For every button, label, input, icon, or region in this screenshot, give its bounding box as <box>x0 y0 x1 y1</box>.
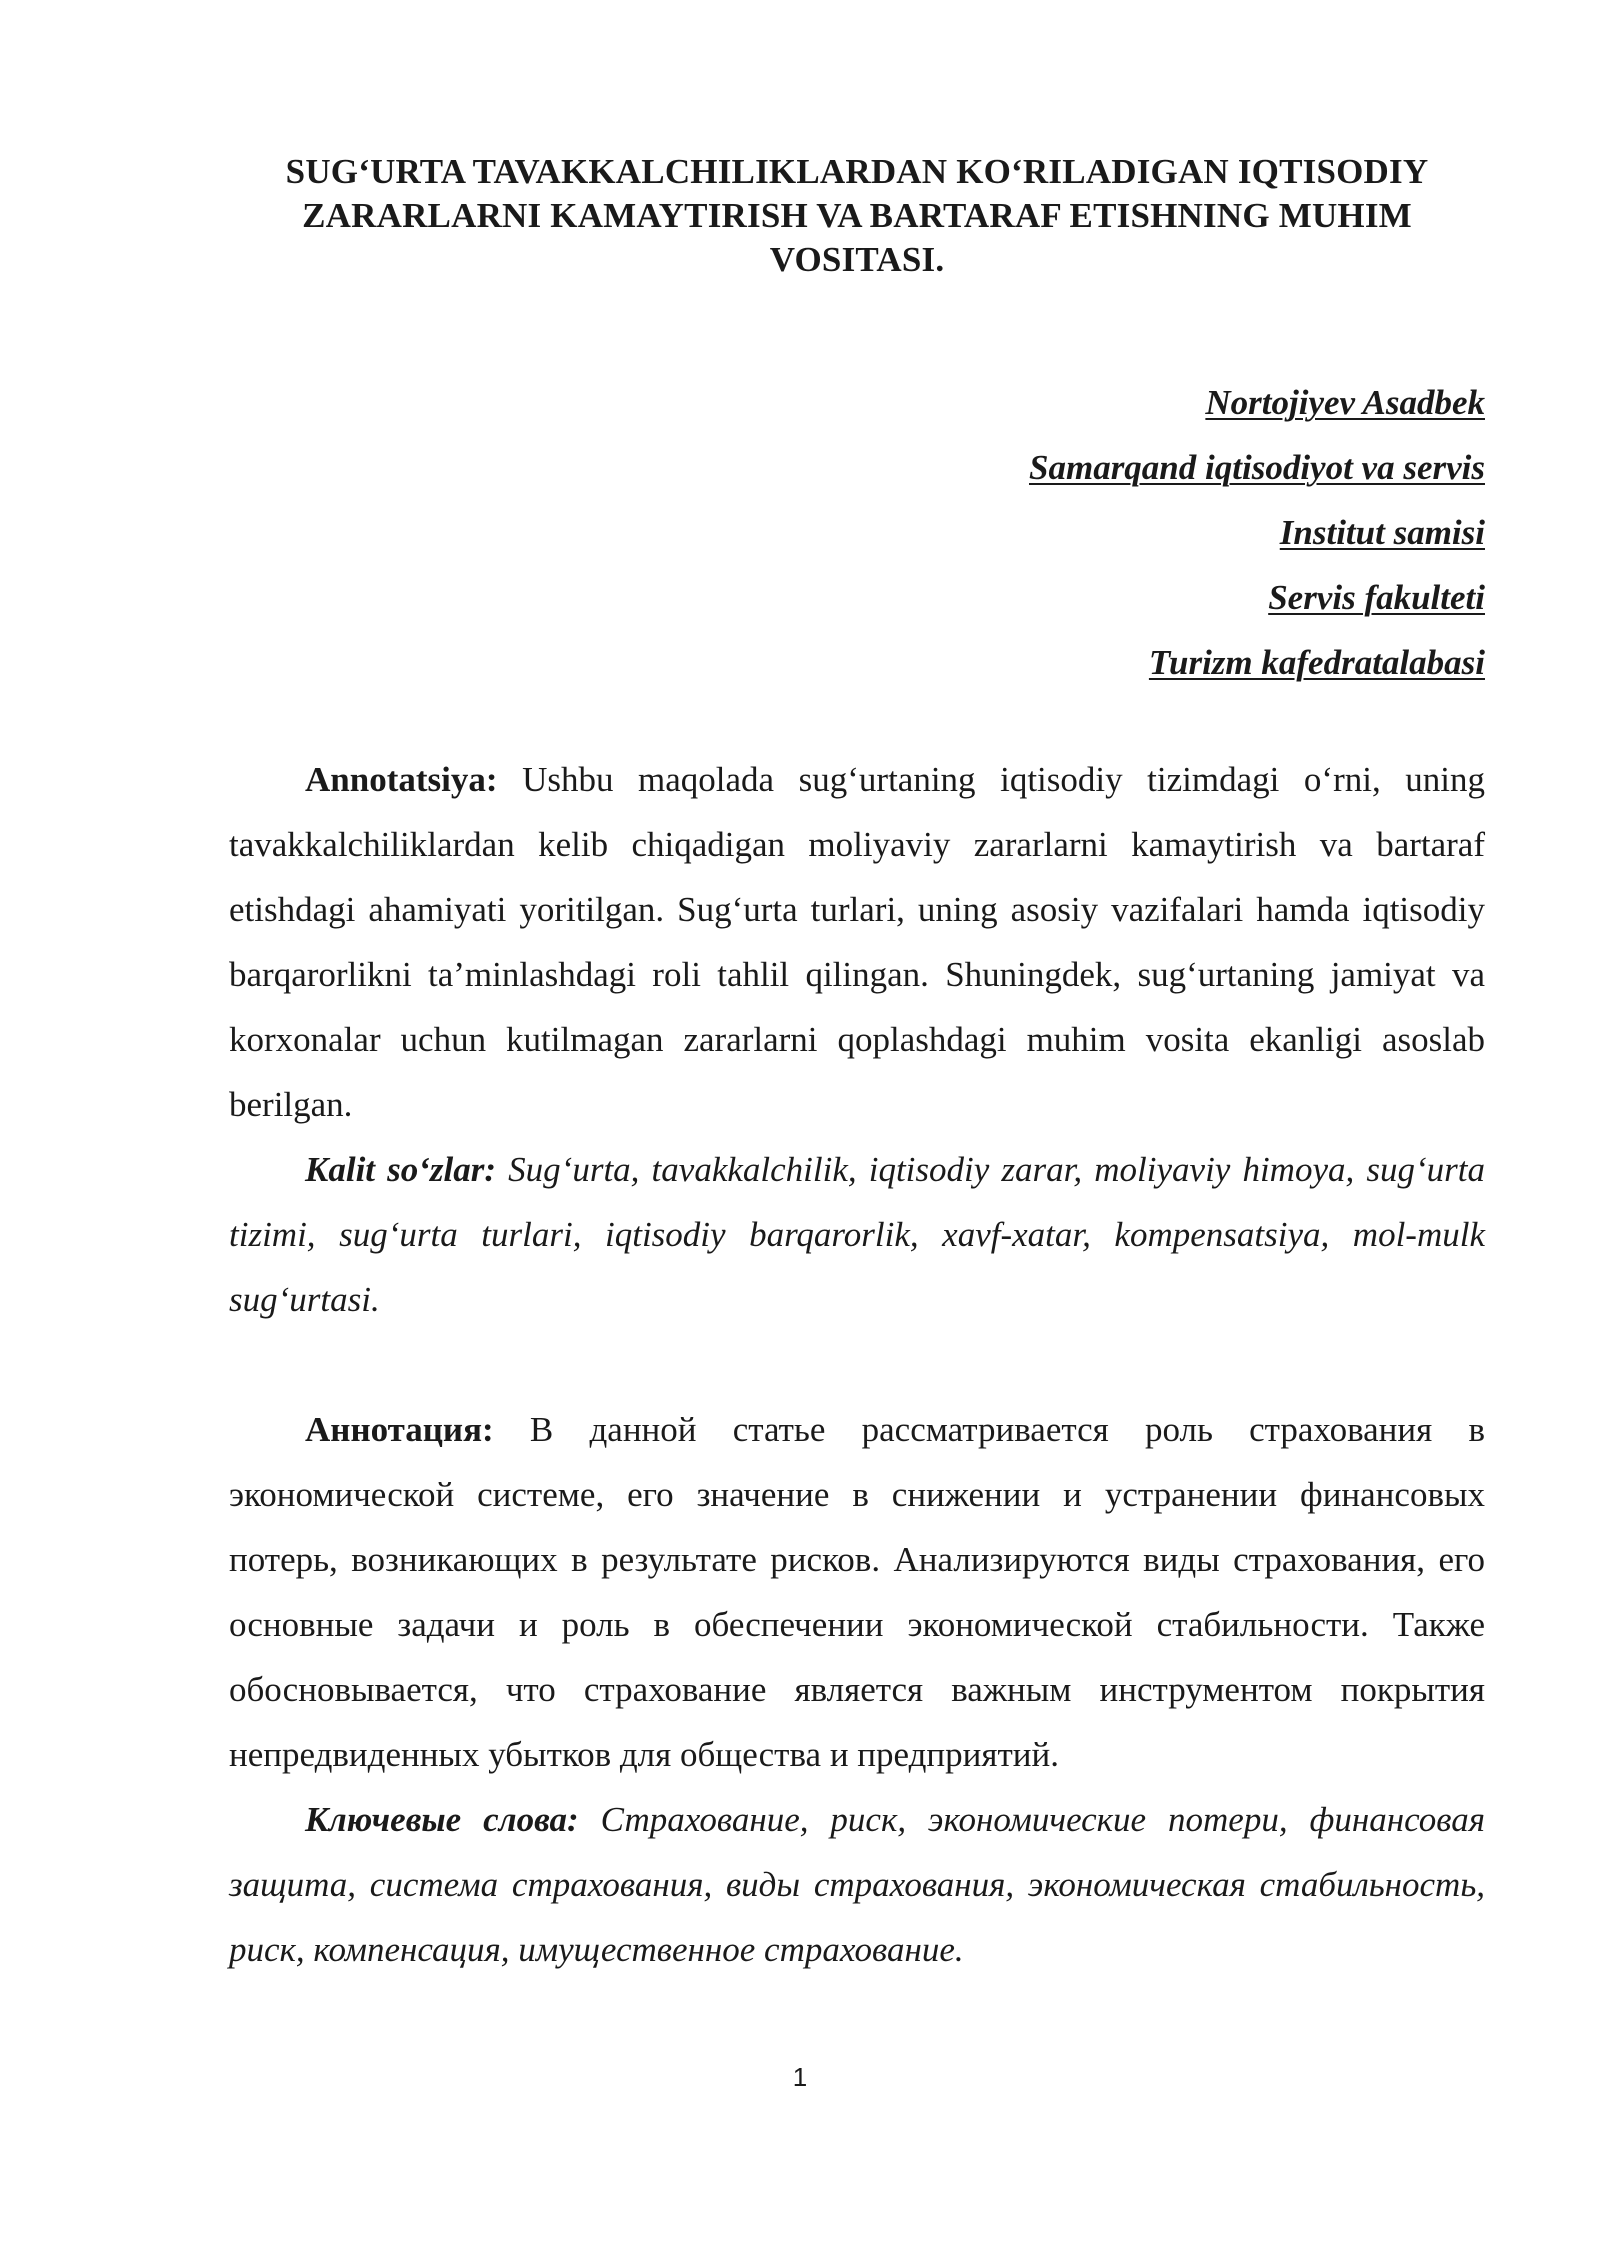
author-affiliation-institute: Institut samisi <box>1279 513 1485 552</box>
abstract-uz <box>229 747 1485 1137</box>
keywords-ru-label: Ключевые слова: <box>305 1800 579 1839</box>
document-page <box>229 150 1485 1982</box>
abstract-ru-text: В данной статье рассматривается роль страхования в экономической системе, его значение в снижении и устранении финансовых потерь, возникающих в результате рисков. Анализируются виды страхования, его основные задачи и роль в обеспечении экономической стабильности. Также обосновывается, что страхование является важным инструментом покрытия непредвиденных убытков для общества и предприятий. <box>229 1410 1485 1774</box>
abstract-uz-section <box>229 747 1485 1332</box>
abstract-ru-section <box>229 1397 1485 1982</box>
paper-title: SUG‘URTA TAVAKKALCHILIKLARDAN KO‘RILADIGAN IQTISODIY ZARARLARNI KAMAYTIRISH VA BARTARAF ETISHNING MUHIM VOSITASI. <box>285 152 1429 279</box>
abstract-ru-label: Аннотация: <box>305 1410 494 1449</box>
keywords-uz-label: Kalit so‘zlar: <box>305 1150 497 1189</box>
keywords-uz <box>229 1137 1485 1332</box>
abstract-uz-label: Annotatsiya: <box>305 760 498 799</box>
author-affiliation-university: Samarqand iqtisodiyot va servis <box>1029 448 1485 487</box>
abstract-ru <box>229 1397 1485 1787</box>
author-block <box>229 370 1485 695</box>
page-number: 1 <box>792 2062 808 2092</box>
author-name: Nortojiyev Asadbek <box>1205 383 1485 422</box>
keywords-ru-text: Страхование, риск, экономические потери, финансовая защита, система страхования, виды страхования, экономическая стабильность, риск, компенсация, имущественное страхование. <box>229 1800 1486 1969</box>
abstract-uz-text: Ushbu maqolada sug‘urtaning iqtisodiy tizimdagi o‘rni, uning tavakkalchiliklardan kelib chiqadigan moliyaviy zararlarni kamaytirish va bartaraf etishdagi ahamiyati yoritilgan. Sug‘urta turlari, uning asosiy vazifalari hamda iqtisodiy barqarorlikni ta’minlashdagi roli tahlil qilingan. Shuningdek, sug‘urtaning jamiyat va korxonalar uchun kutilmagan zararlarni qoplashdagi muhim vosita ekanligi asoslab berilgan. <box>229 760 1485 1124</box>
keywords-uz-text: Sug‘urta, tavakkalchilik, iqtisodiy zarar, moliyaviy himoya, sug‘urta tizimi, sug‘urta turlari, iqtisodiy barqarorlik, xavf-xatar, kompensatsiya, mol-mulk sug‘urtasi. <box>229 1150 1485 1319</box>
author-affiliation-faculty: Servis fakulteti <box>1268 578 1485 617</box>
author-affiliation-department: Turizm kafedratalabasi <box>1148 643 1485 682</box>
keywords-ru <box>229 1787 1485 1982</box>
